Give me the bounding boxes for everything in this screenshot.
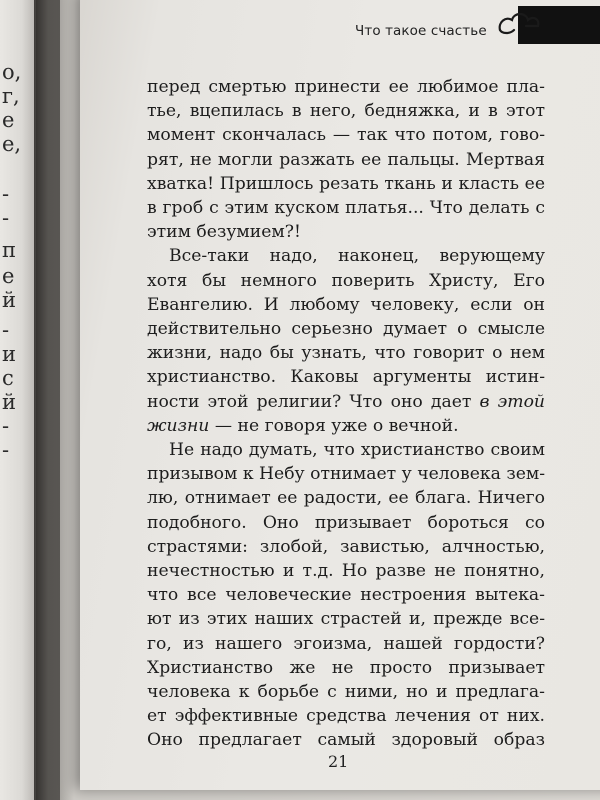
body-line <box>147 390 545 414</box>
body-line: перед смертью принести ее любимое пла- <box>147 77 545 97</box>
facing-page-fragment: е, <box>2 132 22 156</box>
body-line: что все человеческие нестроения вытека- <box>147 585 545 606</box>
facing-page-fragment: - <box>2 438 10 462</box>
facing-page-fragment: и <box>2 342 16 366</box>
facing-page <box>0 0 36 800</box>
emphasis-text: жизни <box>147 415 210 436</box>
body-line: тье, вцепилась в него, бедняжка, и в этот <box>147 101 545 122</box>
body-line: рят, не могли разжать ее пальцы. Мертвая <box>147 149 545 170</box>
facing-page-fragment: п <box>2 238 16 262</box>
body-line: го, из нашего эгоизма, нашей гордости? <box>147 633 545 654</box>
facing-page-fragment: й <box>2 390 16 414</box>
facing-page-fragment: г, <box>2 84 20 108</box>
page-number: 21 <box>328 752 349 771</box>
body-line: Все-таки надо, наконец, верующему <box>169 246 545 267</box>
body-line: христианство. Каковы аргументы истин- <box>147 367 545 388</box>
body-line <box>147 414 545 438</box>
facing-page-fragment: е <box>2 264 15 288</box>
body-line: Не надо думать, что христианство своим <box>169 440 545 461</box>
body-line: лю, отнимает ее радости, ее блага. Ничего <box>147 488 545 509</box>
body-line: Христианство же не просто призывает <box>147 657 545 678</box>
body-line: ют из этих наших страстей и, прежде все- <box>147 609 545 630</box>
body-line: в гроб с этим куском платья... Что делать с <box>147 198 545 219</box>
emphasis-text: в этой <box>479 391 545 412</box>
body-line: Оно предлагает самый здоровый образ <box>147 730 545 751</box>
body-line-part: — не говоря уже о вечной. <box>209 415 459 436</box>
facing-page-fragment: - <box>2 414 10 438</box>
running-head: Что такое счастье <box>355 23 487 39</box>
body-line: ет эффективные средства лечения от них. <box>147 706 545 727</box>
body-line: нечестностью и т.д. Но разве не понятно, <box>147 561 545 582</box>
body-line: хотя бы немного поверить Христу, Его <box>147 270 545 291</box>
body-line: жизни, надо бы узнать, что говорит о нем <box>147 343 545 364</box>
gutter-shadow <box>34 0 74 800</box>
body-line: человека к борьбе с ними, но и предлага- <box>147 682 545 703</box>
body-line: этим безумием?! <box>147 222 301 243</box>
body-line: момент скончалась — так что потом, гово- <box>147 125 545 146</box>
facing-page-fragment: й <box>2 288 16 312</box>
body-text <box>147 75 545 753</box>
facing-page-fragment: с <box>2 366 14 390</box>
facing-page-fragment: - <box>2 318 10 342</box>
facing-page-fragment: - <box>2 182 10 206</box>
facing-page-fragment: е <box>2 108 15 132</box>
body-line: страстями: злобой, завистью, алчностью, <box>147 536 545 557</box>
body-line: Евангелию. И любому человеку, если он <box>147 294 545 315</box>
cloud-speech-bubble-icon <box>496 6 600 48</box>
facing-page-fragment: - <box>2 206 10 230</box>
body-line: призывом к Небу отнимает у человека зем- <box>147 464 546 485</box>
body-line: действительно серьезно думает о смысле <box>147 319 545 340</box>
body-line: подобного. Оно призывает бороться со <box>147 512 545 533</box>
body-line: хватка! Пришлось резать ткань и класть ее <box>147 173 545 194</box>
body-line-part: ности этой религии? Что оно дает <box>147 391 480 412</box>
facing-page-fragment: о, <box>2 60 22 84</box>
